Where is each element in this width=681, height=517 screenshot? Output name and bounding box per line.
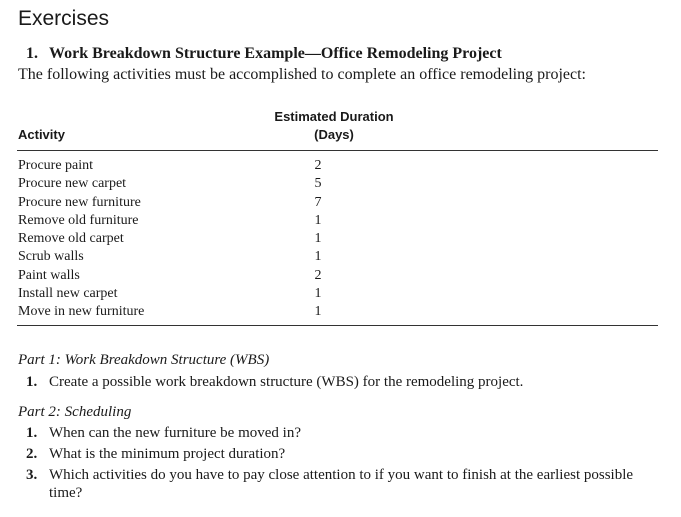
question-text: What is the minimum project duration? bbox=[49, 446, 286, 462]
question-text: Create a possible work breakdown structure (WBS) for the remodeling project. bbox=[49, 374, 524, 390]
question-number: 1. bbox=[26, 374, 38, 390]
question-number: 3. bbox=[26, 467, 38, 483]
table-header-activity: Activity bbox=[18, 127, 65, 142]
table-bottom-rule bbox=[17, 325, 658, 326]
question-number: 1. bbox=[26, 425, 38, 441]
duration-cell: 2 bbox=[314, 158, 322, 173]
table-header-duration-line2: (Days) bbox=[314, 127, 354, 142]
activity-cell: Move in new furniture bbox=[18, 304, 145, 320]
question-number: 2. bbox=[26, 446, 38, 462]
exercise-title bbox=[26, 44, 502, 64]
page-heading: Exercises bbox=[18, 7, 110, 30]
activity-cell: Paint walls bbox=[18, 267, 80, 283]
part2-question-list bbox=[26, 424, 666, 505]
exercise-title-text: Work Breakdown Structure Example—Office Remodeling Project bbox=[49, 45, 502, 62]
duration-cell: 1 bbox=[314, 231, 322, 247]
table-row bbox=[18, 212, 418, 230]
activity-cell: Procure new furniture bbox=[18, 194, 141, 210]
table-row bbox=[18, 248, 418, 266]
part1-question-list bbox=[26, 373, 666, 394]
question-text: Which activities do you have to pay close attention to if you want to finish at the earliest possible time? bbox=[49, 467, 634, 501]
table-header-duration bbox=[236, 108, 432, 144]
activity-cell: Procure new carpet bbox=[18, 176, 127, 192]
question-item bbox=[26, 424, 666, 442]
activity-cell: Install new carpet bbox=[18, 286, 118, 302]
table-row bbox=[18, 303, 418, 321]
activity-table-body bbox=[18, 157, 418, 322]
duration-cell: 1 bbox=[314, 304, 322, 320]
activity-cell: Remove old carpet bbox=[18, 231, 124, 247]
question-item bbox=[26, 373, 666, 391]
table-top-rule bbox=[17, 150, 658, 151]
duration-cell: 1 bbox=[314, 249, 322, 265]
duration-cell: 1 bbox=[314, 286, 322, 302]
activity-cell: Procure paint bbox=[18, 158, 94, 173]
table-row bbox=[18, 267, 418, 285]
duration-cell: 1 bbox=[314, 212, 322, 228]
part2-title: Part 2: Scheduling bbox=[18, 404, 132, 420]
question-item bbox=[26, 466, 666, 502]
activity-cell: Scrub walls bbox=[18, 249, 84, 265]
table-row bbox=[18, 157, 418, 175]
exercise-number: 1. bbox=[26, 45, 38, 62]
duration-cell: 7 bbox=[314, 194, 322, 210]
table-row bbox=[18, 230, 418, 248]
table-row bbox=[18, 175, 418, 193]
question-item bbox=[26, 445, 666, 463]
table-row bbox=[18, 285, 418, 303]
activity-cell: Remove old furniture bbox=[18, 212, 139, 228]
duration-cell: 5 bbox=[314, 176, 322, 192]
question-text: When can the new furniture be moved in? bbox=[49, 425, 301, 441]
table-row bbox=[18, 194, 418, 212]
part1-title: Part 1: Work Breakdown Structure (WBS) bbox=[18, 352, 270, 368]
exercise-intro: The following activities must be accomplished to complete an office remodeling project: bbox=[18, 66, 586, 83]
table-header-duration-line1: Estimated Duration bbox=[274, 109, 394, 124]
duration-cell: 2 bbox=[314, 267, 322, 283]
